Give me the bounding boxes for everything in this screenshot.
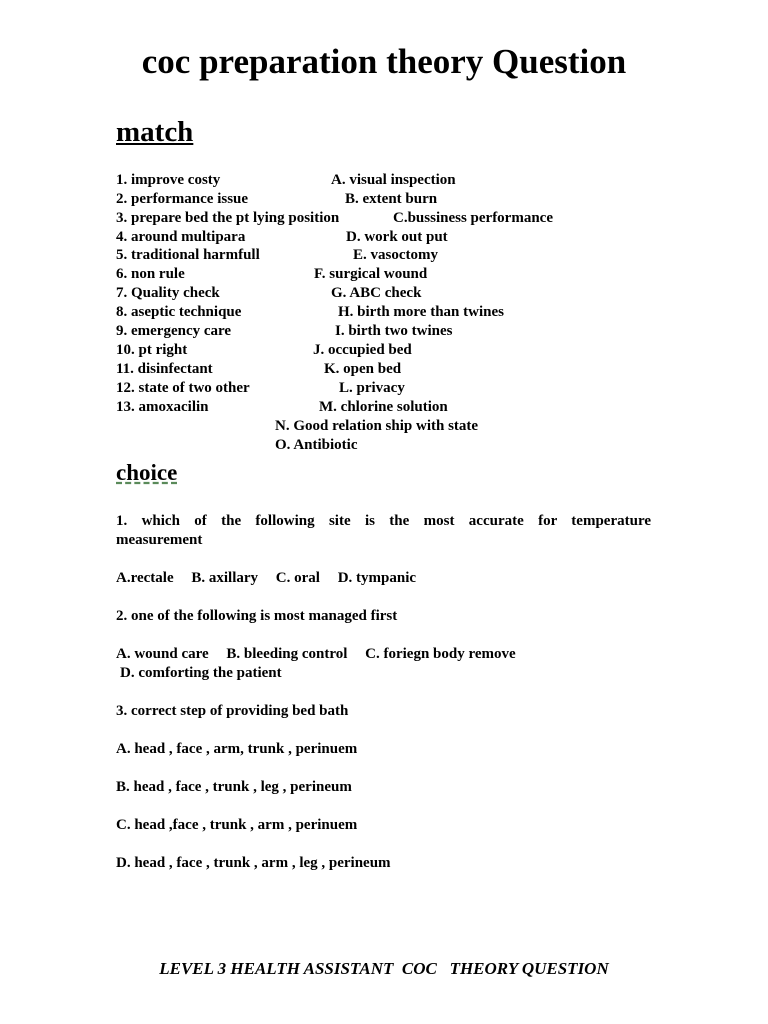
match-right-item: E. vasoctomy	[353, 247, 438, 263]
match-right-item: O. Antibiotic	[275, 437, 358, 453]
question-3-text: 3. correct step of providing bed bath	[116, 703, 349, 719]
match-left-item: 8. aseptic technique	[116, 304, 242, 320]
match-left-item: 9. emergency care	[116, 323, 232, 339]
question-2-text: 2. one of the following is most managed first	[116, 608, 398, 624]
question-3-option-c: C. head ,face , trunk , arm , perinuem	[116, 817, 358, 833]
question-1-option-a: A.rectale	[116, 570, 174, 586]
choice-heading: choice	[116, 460, 178, 485]
page-title: coc preparation theory Question	[141, 42, 627, 81]
match-left-item: 4. around multipara	[116, 229, 246, 245]
match-right-item: J. occupied bed	[313, 342, 412, 358]
question-1	[116, 512, 651, 550]
question-2-option-a: A. wound care	[116, 646, 209, 662]
match-right-item: L. privacy	[339, 380, 405, 396]
match-left-item: 12. state of two other	[116, 380, 250, 396]
question-3-option-b: B. head , face , trunk , leg , perineum	[116, 779, 352, 795]
match-left-item: 10. pt right	[116, 342, 188, 358]
match-left-item: 11. disinfectant	[116, 361, 213, 377]
match-left-item: 1. improve costy	[116, 172, 221, 188]
match-right-item: H. birth more than twines	[338, 304, 504, 320]
match-right-item: D. work out put	[346, 229, 448, 245]
match-right-item: B. extent burn	[345, 191, 438, 207]
question-2-options	[116, 645, 530, 664]
question-2-option-d: D. comforting the patient	[120, 665, 282, 681]
match-left-item: 3. prepare bed the pt lying position	[116, 210, 340, 226]
question-3-option-a: A. head , face , arm, trunk , perinuem	[116, 741, 358, 757]
page-footer: LEVEL 3 HEALTH ASSISTANT COC THEORY QUESTION	[159, 959, 609, 978]
match-left-item: 7. Quality check	[116, 285, 220, 301]
question-1-text-line2: measurement	[116, 532, 203, 548]
match-heading: match	[116, 116, 194, 148]
match-right-item: I. birth two twines	[335, 323, 453, 339]
question-3-option-d: D. head , face , trunk , arm , leg , perineum	[116, 855, 391, 871]
match-right-item: C.bussiness performance	[393, 210, 553, 226]
match-left-item: 13. amoxacilin	[116, 399, 209, 415]
question-1-option-b: B. axillary	[191, 570, 259, 586]
match-left-item: 2. performance issue	[116, 191, 249, 207]
match-right-item: G. ABC check	[331, 285, 422, 301]
question-1-option-c: C. oral	[275, 570, 320, 586]
match-right-item: K. open bed	[324, 361, 402, 377]
question-2-option-b: B. bleeding control	[226, 646, 348, 662]
match-right-item: A. visual inspection	[331, 172, 456, 188]
match-left-item: 5. traditional harmfull	[116, 247, 260, 263]
question-1-text-line1: 1. which of the following site is the most accurate for temperature	[116, 513, 651, 529]
match-right-item: N. Good relation ship with state	[275, 418, 479, 434]
question-2-option-c: C. foriegn body remove	[365, 646, 516, 662]
question-1-options	[116, 569, 430, 588]
match-left-item: 6. non rule	[116, 266, 185, 282]
match-right-item: F. surgical wound	[314, 266, 428, 282]
question-1-option-d: D. tympanic	[337, 570, 417, 586]
match-right-item: M. chlorine solution	[319, 399, 448, 415]
